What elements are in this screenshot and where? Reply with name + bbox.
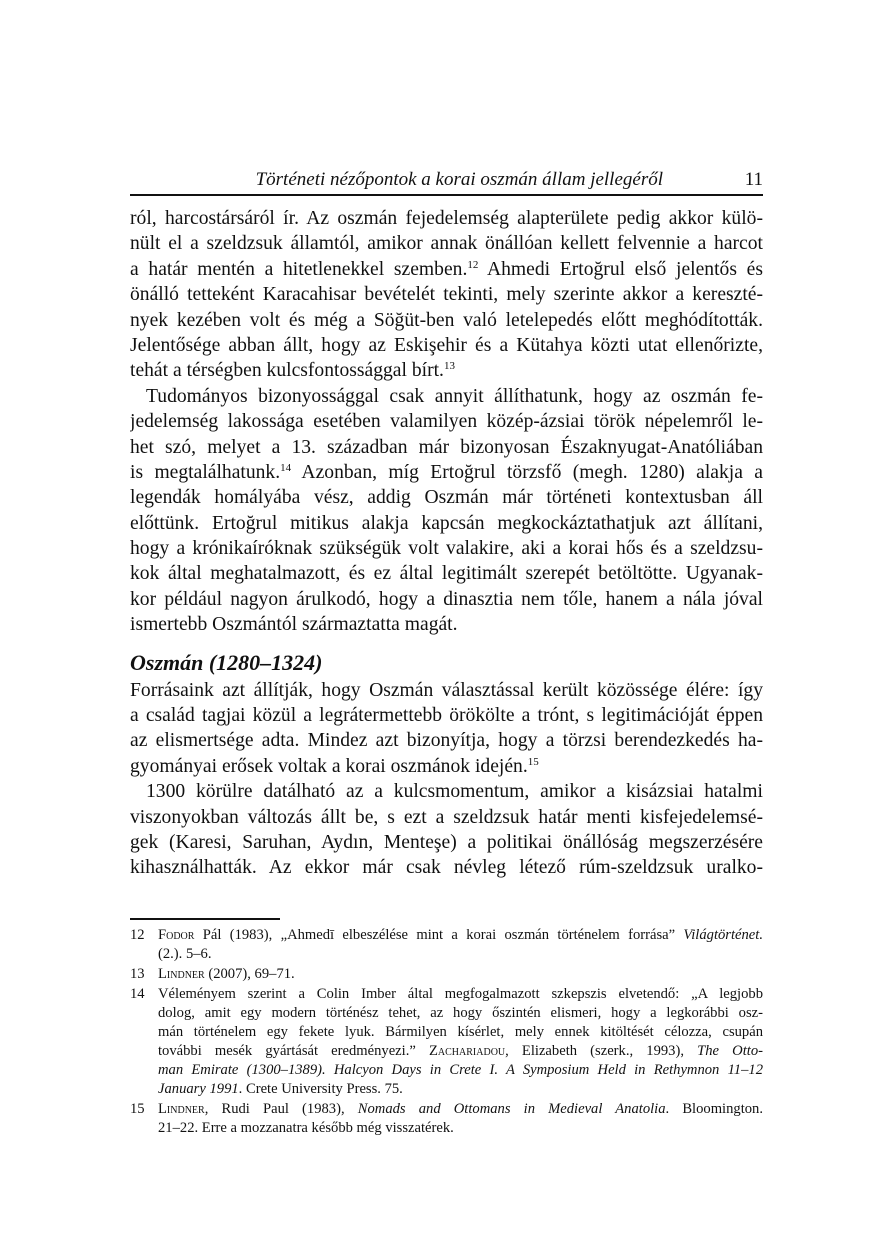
paragraph bbox=[130, 678, 763, 780]
footnote-line: January 1991. Crete University Press. 75. bbox=[158, 1081, 403, 1097]
text-line: nyek kezében volt és még a Söğüt-ben való letelepedés előtt meghódították. bbox=[130, 309, 763, 331]
book-page bbox=[130, 0, 763, 1240]
footnote-number: 15 bbox=[130, 1101, 145, 1117]
text-line: hogy a krónikaíróknak szükségük volt valakire, aki a korai hős és a szeldzsu- bbox=[130, 538, 763, 560]
text-line: ról, harcostársáról ír. Az oszmán fejedelemség alapterülete pedig akkor külö- bbox=[130, 208, 763, 229]
body-text bbox=[130, 206, 763, 881]
section-heading: Oszmán (1280–1324) bbox=[130, 649, 323, 675]
text-line: het szó, melyet a 13. században már bizonyosan Északnyugat-Anatóliában bbox=[130, 436, 763, 458]
footnote-line: Fodor Pál (1983), „Ahmedī elbeszélése mint a korai oszmán történelem forrása” Világtörténet. bbox=[158, 927, 763, 943]
text-line: kihasználhatták. Az ekkor már csak névleg létező rúm-szeldzsuk uralko- bbox=[130, 857, 763, 879]
footnote-number: 12 bbox=[130, 927, 145, 943]
footnote-line: Lindner, Rudi Paul (1983), Nomads and Ottomans in Medieval Anatolia. Bloomington. bbox=[158, 1101, 763, 1117]
text-line: is megtalálhatunk.$^{14}$ Azonban, míg Ertoğrul törzsfő (megh. 1280) alakja a bbox=[130, 461, 763, 483]
text-line: tehát a térségben kulcsfontossággal bírt.$^{13}$ bbox=[130, 360, 455, 382]
footnote-line: további mesék gyártását eredményezi.” Zachariadou, Elizabeth (szerk., 1993), The Otto- bbox=[158, 1043, 763, 1059]
text-line: gyományai erősek voltak a korai oszmánok idején.$^{15}$ bbox=[130, 755, 539, 777]
text-line: ismertebb Oszmántól származtatta magát. bbox=[130, 614, 458, 636]
paragraph bbox=[130, 206, 763, 384]
footnote-line: Véleményem szerint a Colin Imber által megfogalmazott szkepszis elvetendő: „A legjobb bbox=[158, 986, 763, 1002]
footnote-12 bbox=[130, 926, 763, 964]
text-line: legendák homályába vész, addig Oszmán már történeti kontextusban áll bbox=[130, 487, 763, 509]
text-line: a család tagjai közül a legrátermettebb örökölte a trónt, s legitimációját éppen bbox=[130, 705, 763, 727]
paragraph bbox=[130, 779, 763, 881]
footnote-ref-15[interactable]: 15 bbox=[527, 755, 539, 768]
footnote-divider bbox=[130, 918, 280, 920]
footnote-number: 13 bbox=[130, 966, 145, 982]
footnote-line: (2.). 5–6. bbox=[158, 946, 212, 962]
footnote-15 bbox=[130, 1100, 763, 1138]
text-line: viszonyokban változás állt be, s ezt a szeldzsuk határ menti kisfejedelemsé- bbox=[130, 806, 763, 828]
text-line: kor például nagyon árulkodó, hogy a dinasztia nem tőle, hanem a nála jóval bbox=[130, 588, 763, 610]
text-line: előttünk. Ertoğrul mitikus alakja kapcsán megkockáztathatjuk azt állítani, bbox=[130, 512, 763, 534]
footnote-ref-14[interactable]: 14 bbox=[280, 461, 292, 474]
paragraph bbox=[130, 384, 763, 638]
text-line: az elismertsége adta. Mindez azt bizonyítja, hogy a törzsi berendezkedés ha- bbox=[130, 730, 763, 752]
footnote-line: man Emirate (1300–1389). Halcyon Days in Crete I. A Symposium Held in Rethymnon 11–12 bbox=[158, 1062, 763, 1078]
running-header bbox=[130, 166, 763, 196]
running-title: Történeti nézőpontok a korai oszmán állam jellegéről bbox=[255, 169, 663, 190]
text-line: önálló tetteként Karacahisar bevételét tekinti, mely szerinte akkor a kereszté- bbox=[130, 284, 763, 306]
text-line: kok által meghatalmazott, és ez által legitimált szerepét betöltötte. Ugyanak- bbox=[130, 563, 763, 585]
footnote-14 bbox=[130, 985, 763, 1099]
text-line: a határ mentén a hitetlenekkel szemben.$^{12}$ Ahmedi Ertoğrul első jelentős és bbox=[130, 258, 763, 280]
footnote-line: mán történelem egy fekete lyuk. Bármilyen kísérlet, mely ennek kitöltését célozza, csupán bbox=[158, 1024, 763, 1040]
page-number: 11 bbox=[744, 169, 763, 190]
footnote-line: dolog, amit egy modern történész tehet, az hogy őszintén elismeri, hogy a legkorábbi osz- bbox=[158, 1005, 763, 1021]
footnote-line: Lindner (2007), 69–71. bbox=[158, 966, 295, 982]
text-line: Tudományos bizonyossággal csak annyit állíthatunk, hogy az oszmán fe- bbox=[146, 385, 763, 407]
footnote-13 bbox=[130, 965, 763, 984]
text-line: Forrásaink azt állítják, hogy Oszmán választással került közössége élére: így bbox=[130, 679, 763, 701]
text-line: jedelemség lakossága esetében valamilyen közép-ázsiai török népelemről le- bbox=[130, 411, 763, 433]
footnote-number: 14 bbox=[130, 986, 145, 1002]
text-line: Jelentősége abban állt, hogy az Eskişehir és a Kütahya közti utat ellenőrizte, bbox=[130, 334, 763, 356]
footnote-ref-12[interactable]: 12 bbox=[467, 258, 479, 271]
text-line: nült el a szeldzsuk államtól, amikor annak önállóan kellett felvennie a harcot bbox=[130, 233, 763, 255]
text-line: 1300 körülre datálható az a kulcsmomentum, amikor a kisázsiai hatalmi bbox=[146, 781, 763, 803]
footnote-ref-13[interactable]: 13 bbox=[443, 360, 455, 373]
footnote-line: 21–22. Erre a mozzanatra később még visszatérek. bbox=[158, 1120, 454, 1136]
text-line: gek (Karesi, Saruhan, Aydın, Menteşe) a politikai önállóság megszerzésére bbox=[130, 831, 763, 853]
footnotes bbox=[130, 918, 763, 1139]
